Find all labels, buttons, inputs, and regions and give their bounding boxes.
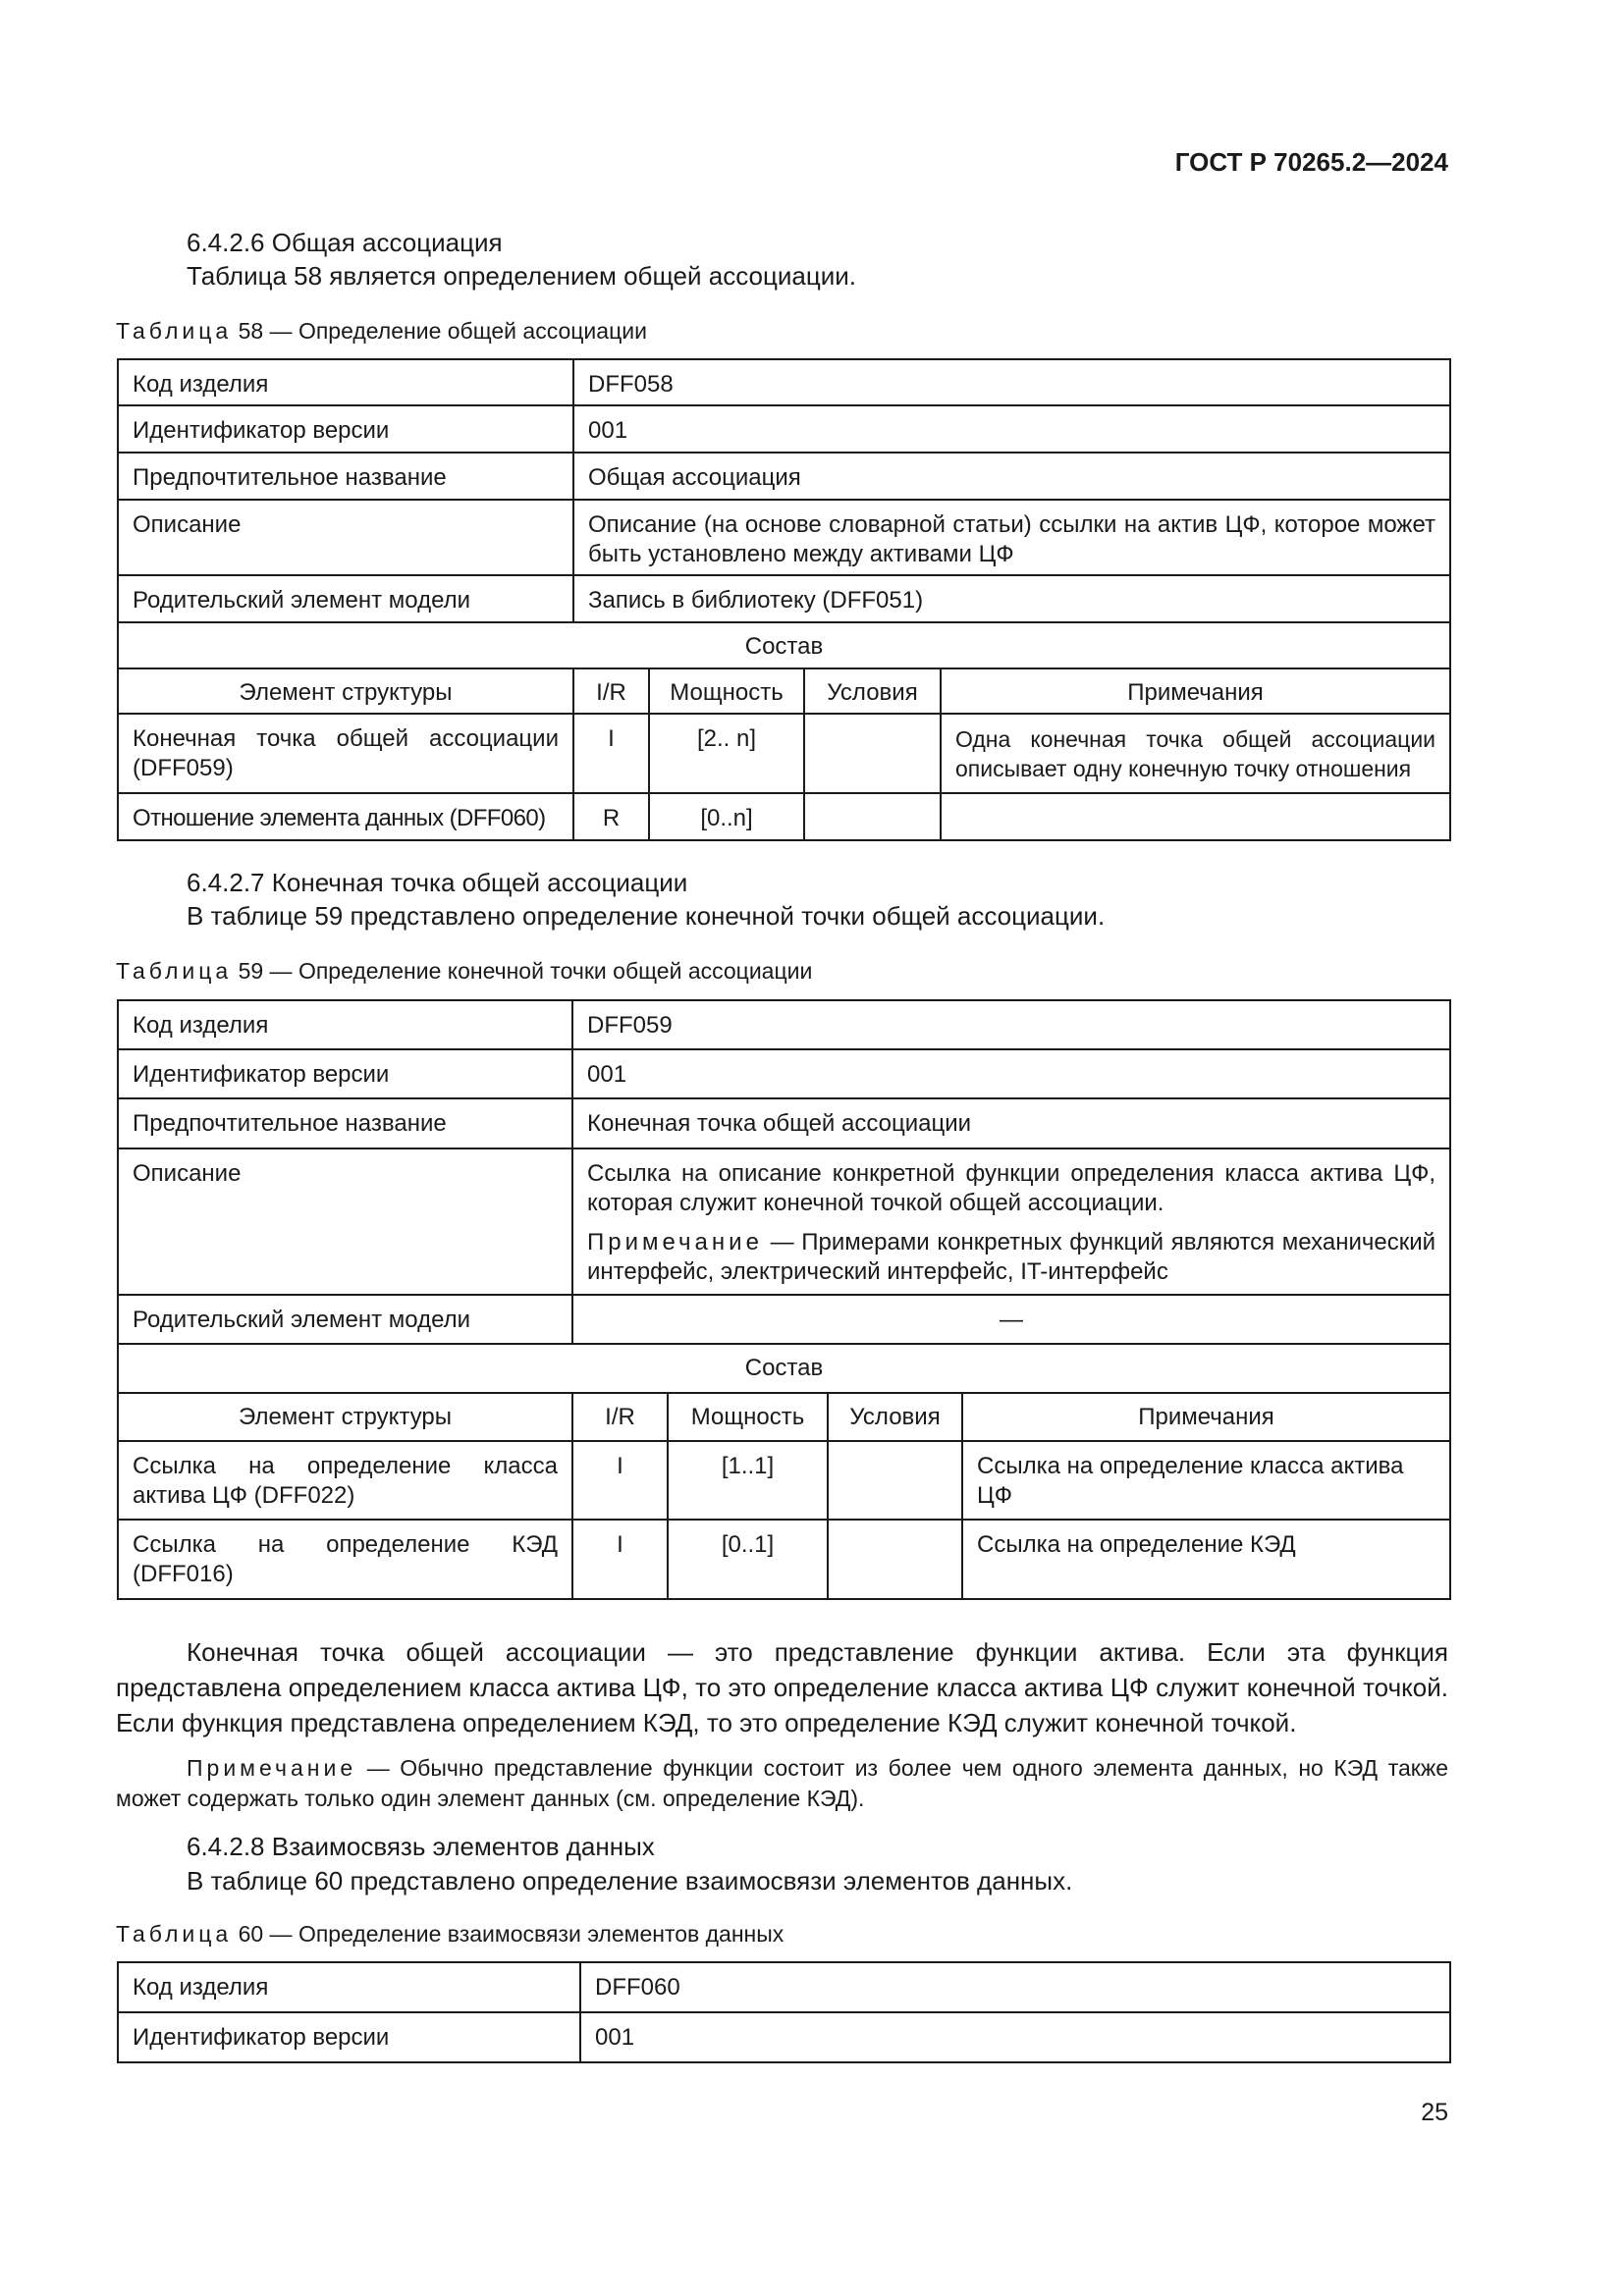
table-row xyxy=(118,1520,1450,1599)
item-power: [1..1] xyxy=(668,1441,828,1520)
item-power: [2.. n] xyxy=(649,714,804,793)
column-header: I/R xyxy=(573,668,649,714)
caption-word: Таблица xyxy=(116,1921,233,1947)
section-heading-6-4-2-7: 6.4.2.7 Конечная точка общей ассоциации xyxy=(187,868,688,897)
table-row xyxy=(118,714,1450,793)
table-60-caption xyxy=(116,1921,784,1948)
table-row xyxy=(118,575,1450,622)
note-text: — Примерами конкретных функций являются механический интерфейс, электрический интерфейс, IT-интерфейс xyxy=(587,1229,1436,1285)
row-value: Запись в библиотеку (DFF051) xyxy=(573,575,1450,622)
column-header: Примечания xyxy=(941,668,1450,714)
item-conditions xyxy=(804,714,941,793)
description-text: Ссылка на описание конкретной функции определения класса актива ЦФ, которая служит конечной точкой общей ассоциации. xyxy=(587,1160,1436,1216)
row-label: Код изделия xyxy=(118,1962,580,2012)
table-row xyxy=(118,1148,1450,1295)
row-label: Описание xyxy=(118,500,573,575)
column-header: Мощность xyxy=(649,668,804,714)
item-power: [0..1] xyxy=(668,1520,828,1599)
item-conditions xyxy=(804,793,941,840)
section-intro-6-4-2-8: В таблице 60 представлено определение взаимосвязи элементов данных. xyxy=(187,1866,1073,1896)
item-ir: I xyxy=(573,714,649,793)
column-header-row xyxy=(118,1393,1450,1441)
item-notes xyxy=(941,793,1450,840)
item-element: Отношение элемента данных (DFF060) xyxy=(118,793,573,840)
item-conditions xyxy=(828,1441,962,1520)
table-row xyxy=(118,453,1450,500)
row-label: Родительский элемент модели xyxy=(118,575,573,622)
table-row xyxy=(118,2012,1450,2062)
row-value: DFF059 xyxy=(572,1000,1450,1049)
row-value-description xyxy=(572,1148,1450,1295)
table-60 xyxy=(117,1961,1451,2063)
caption-text: 58 — Определение общей ассоциации xyxy=(238,318,647,344)
table-row xyxy=(118,1098,1450,1148)
column-header: Элемент структуры xyxy=(118,1393,572,1441)
table-row xyxy=(118,1441,1450,1520)
table-row xyxy=(118,500,1450,575)
caption-text: 60 — Определение взаимосвязи элементов данных xyxy=(238,1921,785,1947)
table-row xyxy=(118,1962,1450,2012)
body-paragraph xyxy=(116,1634,1448,1740)
section-intro-6-4-2-6: Таблица 58 является определением общей ассоциации. xyxy=(187,261,857,291)
section-heading-6-4-2-8: 6.4.2.8 Взаимосвязь элементов данных xyxy=(187,1832,655,1861)
item-power: [0..n] xyxy=(649,793,804,840)
composition-title: Состав xyxy=(118,622,1450,668)
row-label: Описание xyxy=(118,1148,572,1295)
column-header: Условия xyxy=(804,668,941,714)
row-label: Идентификатор версии xyxy=(118,405,573,453)
table-59 xyxy=(117,999,1451,1600)
row-label: Предпочтительное название xyxy=(118,1098,572,1148)
column-header: I/R xyxy=(572,1393,668,1441)
table-row xyxy=(118,405,1450,453)
table-row xyxy=(118,793,1450,840)
section-heading-6-4-2-6: 6.4.2.6 Общая ассоциация xyxy=(187,228,503,257)
row-value: Общая ассоциация xyxy=(573,453,1450,500)
item-notes: Ссылка на определение КЭД xyxy=(962,1520,1450,1599)
item-ir: R xyxy=(573,793,649,840)
row-value: 001 xyxy=(573,405,1450,453)
column-header: Условия xyxy=(828,1393,962,1441)
item-element: Ссылка на определение КЭД (DFF016) xyxy=(118,1520,572,1599)
table-row xyxy=(118,1295,1450,1344)
item-notes: Одна конечная точка общей ассоциации описывает одну конечную точку отношения xyxy=(941,714,1450,793)
row-value: 001 xyxy=(580,2012,1450,2062)
item-element: Ссылка на определение класса актива ЦФ (DFF022) xyxy=(118,1441,572,1520)
table-row xyxy=(118,1000,1450,1049)
caption-word: Таблица xyxy=(116,958,233,984)
item-notes: Ссылка на определение класса актива ЦФ xyxy=(962,1441,1450,1520)
row-value: 001 xyxy=(572,1049,1450,1098)
item-ir: I xyxy=(572,1520,668,1599)
page-number: 25 xyxy=(1421,2099,1448,2126)
caption-text: 59 — Определение конечной точки общей ассоциации xyxy=(238,958,813,984)
note-paragraph xyxy=(116,1753,1448,1814)
column-header: Элемент структуры xyxy=(118,668,573,714)
row-label: Предпочтительное название xyxy=(118,453,573,500)
row-value: Конечная точка общей ассоциации xyxy=(572,1098,1450,1148)
row-label: Родительский элемент модели xyxy=(118,1295,572,1344)
composition-title: Состав xyxy=(118,1344,1450,1393)
item-conditions xyxy=(828,1520,962,1599)
row-label: Идентификатор версии xyxy=(118,1049,572,1098)
table-58-caption xyxy=(116,318,647,345)
table-row xyxy=(118,359,1450,405)
note-text: — Обычно представление функции состоит из более чем одного элемента данных, но КЭД также может содержать только один элемент данных (см. определение КЭД). xyxy=(116,1755,1448,1811)
paragraph-text: Конечная точка общей ассоциации — это представление функции актива. Если эта функция представлена определением класса актива ЦФ, то это определение класса актива ЦФ служит конечной точкой. Если функция представлена определением КЭД, то это определение КЭД служит конечной точкой. xyxy=(116,1637,1448,1737)
item-ir: I xyxy=(572,1441,668,1520)
caption-word: Таблица xyxy=(116,318,233,344)
row-value: — xyxy=(572,1295,1450,1344)
column-header-row xyxy=(118,668,1450,714)
composition-row xyxy=(118,622,1450,668)
column-header: Примечания xyxy=(962,1393,1450,1441)
row-value: Описание (на основе словарной статьи) ссылки на актив ЦФ, которое может быть установлено между активами ЦФ xyxy=(573,500,1450,575)
column-header: Мощность xyxy=(668,1393,828,1441)
section-intro-6-4-2-7: В таблице 59 представлено определение конечной точки общей ассоциации. xyxy=(187,901,1106,931)
body-note xyxy=(116,1753,1448,1814)
table-row xyxy=(118,1049,1450,1098)
standard-designation: ГОСТ Р 70265.2—2024 xyxy=(1174,147,1448,177)
row-label: Код изделия xyxy=(118,359,573,405)
composition-row xyxy=(118,1344,1450,1393)
row-label: Идентификатор версии xyxy=(118,2012,580,2062)
note-word: Примечание xyxy=(187,1755,357,1781)
note-word: Примечание xyxy=(587,1229,763,1255)
table-58 xyxy=(117,358,1451,841)
row-label: Код изделия xyxy=(118,1000,572,1049)
item-element: Конечная точка общей ассоциации (DFF059) xyxy=(118,714,573,793)
description-note xyxy=(587,1228,1435,1287)
row-value: DFF060 xyxy=(580,1962,1450,2012)
row-value: DFF058 xyxy=(573,359,1450,405)
table-59-caption xyxy=(116,958,812,985)
